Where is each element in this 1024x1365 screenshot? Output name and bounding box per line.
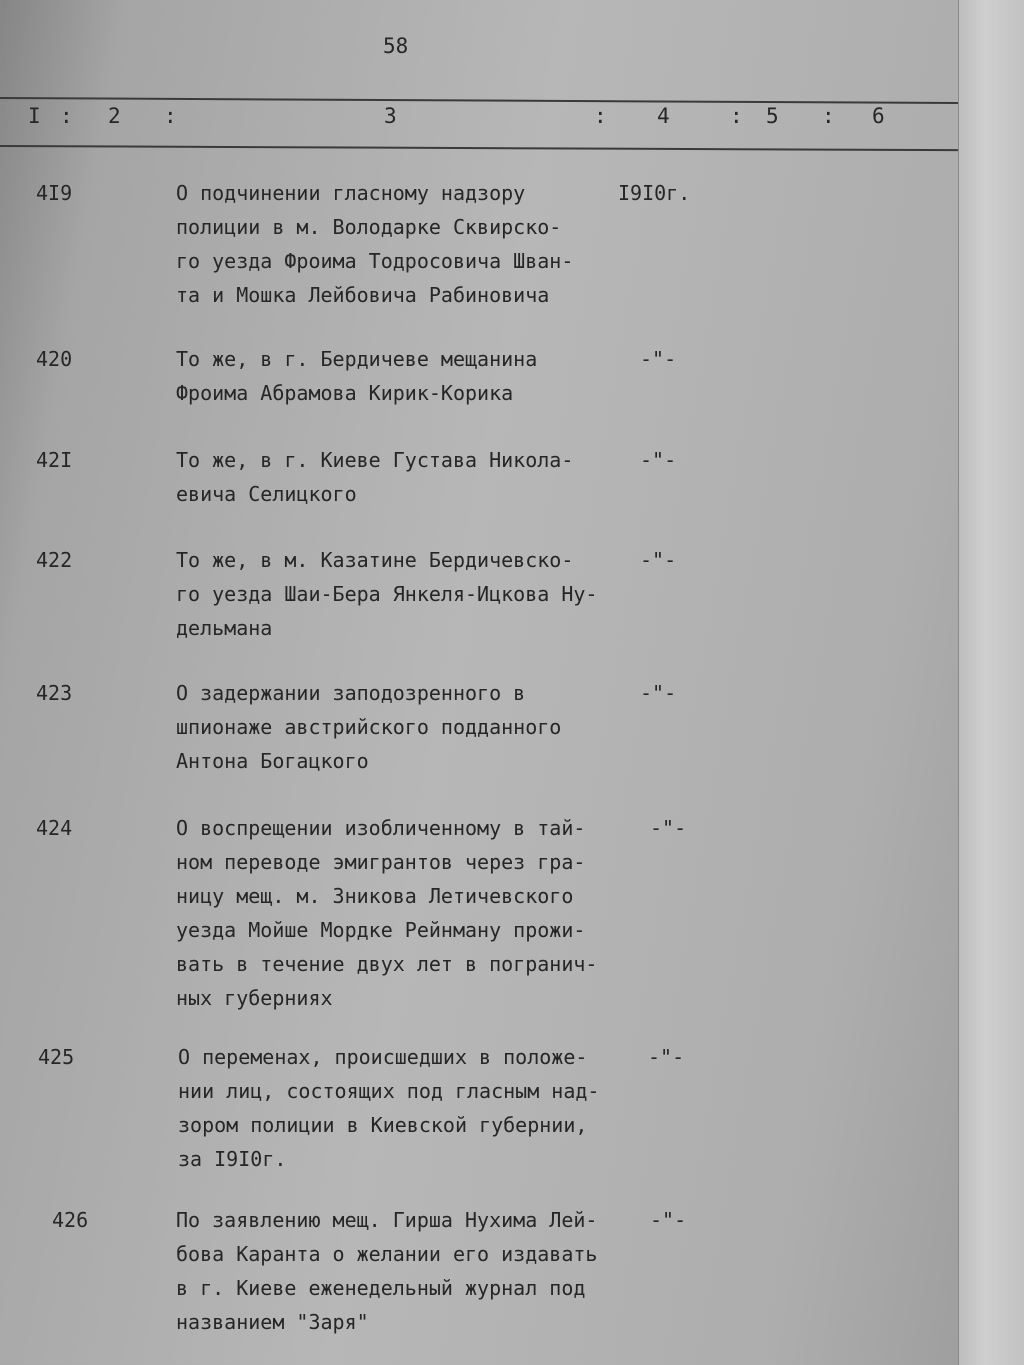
entry-description: То же, в г. Киеве Густава Никола- евича Селицкого [176,448,574,506]
entry-ditto-mark: -"- [648,1045,685,1069]
entry-ditto-mark: -"- [640,448,677,472]
entry-number: 423 [36,681,73,705]
column-separator: : [730,104,743,128]
entry-ditto-mark: -"- [640,347,677,371]
column-2-header: 2 [108,104,121,128]
entry-description: О подчинении гласному надзору полиции в м. Володарке Сквирско- го уезда Фроима Тодросовича Шван- та и Мошка Лейбовича Рабиновича [176,181,574,307]
entry-description: По заявлению мещ. Гирша Нухима Лей- бова Каранта о желании его издавать в г. Киеве еженедельный журнал под названием "Заря" [176,1208,598,1334]
column-5-header: 5 [766,104,779,128]
page-number: 58 [383,34,409,58]
next-sheet-edge [958,0,1024,1365]
entry-ditto-mark: -"- [640,681,677,705]
entry-year: I9I0г. [618,181,691,205]
entry-ditto-mark: -"- [640,548,677,572]
entry-ditto-mark: -"- [650,1208,687,1232]
column-separator: : [60,104,73,128]
entry-number: 42I [36,448,73,472]
entry-description: То же, в г. Бердичеве мещанина Фроима Абрамова Кирик-Корика [176,347,538,405]
header-bottom-rule [0,145,958,151]
column-1-header: I [28,104,41,128]
column-header-row [0,100,958,144]
entry-number: 422 [36,548,73,572]
entry-description: То же, в м. Казатине Бердичевско- го уезда Шаи-Бера Янкеля-Ицкова Ну- дельмана [176,548,598,640]
column-separator: : [822,104,835,128]
entry-description: О воспрещении изобличенному в тай- ном переводе эмигрантов через гра- ницу мещ. м. Зникова Летичевского уезда Мойше Мордке Рейнману прожи- вать в течение двух лет в погранич- ных губерниях [176,816,598,1010]
column-separator: : [164,104,177,128]
entry-description: О задержании заподозренного в шпионаже австрийского подданного Антона Богацкого [176,681,562,773]
column-separator: : [594,104,607,128]
column-6-header: 6 [872,104,885,128]
entry-number: 425 [38,1045,75,1069]
column-4-header: 4 [657,104,670,128]
entry-description: О переменах, происшедших в положе- нии лиц, состоящих под гласным над- зором полиции в Киевской губернии, за I9I0г. [178,1045,600,1171]
entry-number: 424 [36,816,73,840]
entry-number: 426 [52,1208,89,1232]
entry-number: 420 [36,347,73,371]
entry-number: 4I9 [36,181,73,205]
entry-ditto-mark: -"- [650,816,687,840]
column-3-header: 3 [384,104,397,128]
